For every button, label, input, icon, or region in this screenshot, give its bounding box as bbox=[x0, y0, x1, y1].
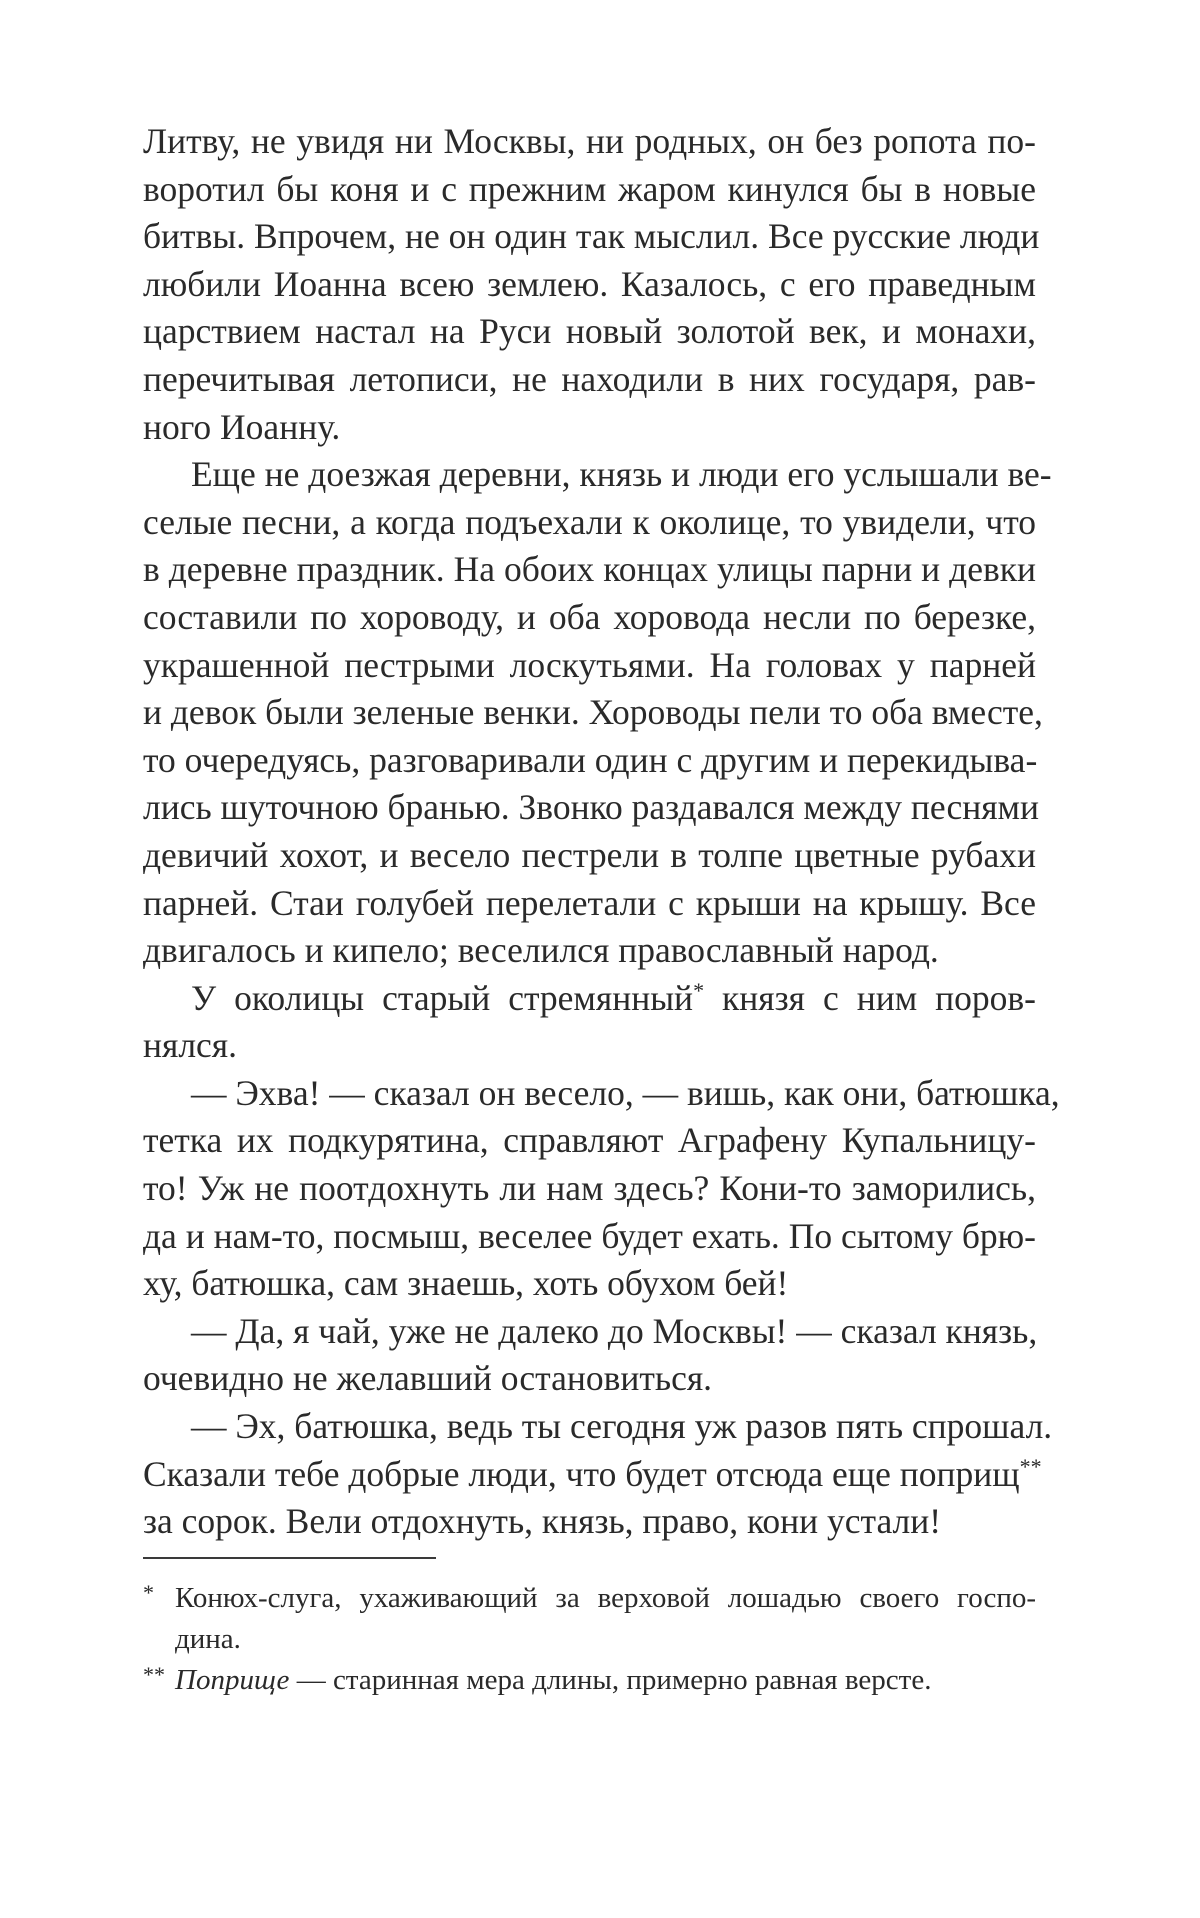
text-line: Еще не доезжая деревни, князь и люди его услышали ве- bbox=[191, 454, 1052, 495]
paragraph-3 bbox=[143, 975, 1036, 1070]
paragraph-5 bbox=[143, 1308, 1036, 1403]
page-body bbox=[143, 118, 1060, 1546]
text-line: двигалось и кипело; веселился православный народ. bbox=[143, 930, 939, 971]
text-line: — Да, я чай, уже не далеко до Москвы! — сказал князь, bbox=[191, 1310, 1038, 1351]
text-line: в деревне праздник. На обоих концах улицы парни и девки bbox=[143, 549, 1036, 590]
text-line: нялся. bbox=[143, 1025, 238, 1066]
paragraph-4 bbox=[143, 1070, 1060, 1308]
text-line: и девок были зеленые венки. Хороводы пели то оба вместе, bbox=[143, 692, 1043, 733]
text-line: лись шуточною бранью. Звонко раздавался между песнями bbox=[143, 787, 1040, 828]
paragraph-6 bbox=[143, 1403, 1053, 1546]
text-line: за сорок. Вели отдохнуть, князь, право, кони устали! bbox=[143, 1501, 942, 1542]
footnote-text: дина. bbox=[175, 1623, 241, 1655]
text-line: составили по хороводу, и оба хоровода несли по березке, bbox=[143, 596, 1036, 637]
text-line: воротил бы коня и с прежним жаром кинулся бы в новые bbox=[143, 168, 1036, 209]
text-line: парней. Стаи голубей перелетали с крыши на крышу. Все bbox=[143, 882, 1036, 923]
footnote-mark: * bbox=[143, 1580, 154, 1605]
text-line: царствием настал на Руси новый золотой век, и монахи, bbox=[143, 311, 1036, 352]
text-line: любили Иоанна всею землею. Казалось, с его праведным bbox=[143, 263, 1036, 304]
text-line: битвы. Впрочем, не он один так мыслил. Все русские люди bbox=[143, 216, 1040, 257]
footnote-term: Поприще bbox=[175, 1664, 290, 1696]
text-line: то! Уж не поотдохнуть ли нам здесь? Кони-то заморились, bbox=[143, 1168, 1036, 1209]
text-line: перечитывая летописи, не находили в них государя, рав- bbox=[143, 358, 1036, 399]
footnote-mark: ** bbox=[143, 1662, 165, 1687]
footnote-divider bbox=[143, 1557, 436, 1559]
text-line: ного Иоанну. bbox=[143, 406, 341, 447]
footnote-ref-mark: ** bbox=[1019, 1453, 1042, 1479]
text-line: да и нам-то, посмыш, веселее будет ехать. По сытому брю- bbox=[143, 1215, 1036, 1256]
text-line: тетка их подкурятина, справляют Аграфену Купальницу- bbox=[143, 1120, 1036, 1161]
text-line: — Эх, батюшка, ведь ты сегодня уж разов пять спрошал. bbox=[191, 1406, 1053, 1447]
text-line: очевидно не желавший остановиться. bbox=[143, 1358, 713, 1399]
text-line: Литву, не увидя ни Москвы, ни родных, он без ропота по- bbox=[143, 121, 1036, 161]
footnote-text: — старинная мера длины, примерно равная версте. bbox=[289, 1664, 932, 1696]
text-line: селые песни, а когда подъехали к околице, то увидели, что bbox=[143, 501, 1036, 542]
text-line: украшенной пестрыми лоскутьями. На головах у парней bbox=[143, 644, 1036, 685]
footnote-1 bbox=[143, 1578, 1036, 1660]
footnotes bbox=[143, 1578, 1036, 1701]
text-line: девичий хохот, и весело пестрели в толпе цветные рубахи bbox=[143, 834, 1036, 875]
text-line: Сказали тебе добрые люди, что будет отсюда еще поприщ** bbox=[143, 1453, 1042, 1494]
text-line: то очередуясь, разговаривали один с другим и перекидыва- bbox=[143, 739, 1038, 780]
footnote-text: Конюх-слуга, ухаживающий за верховой лошадью своего госпо- bbox=[175, 1582, 1036, 1614]
paragraph-2 bbox=[143, 451, 1052, 975]
paragraph-1 bbox=[143, 118, 1040, 451]
footnote-2 bbox=[143, 1660, 1036, 1701]
text-line: У околицы старый стремянный* князя с ним поров- bbox=[191, 977, 1036, 1018]
footnote-ref-mark: * bbox=[693, 977, 705, 1003]
text-line: ху, батюшка, сам знаешь, хоть обухом бей! bbox=[143, 1263, 789, 1304]
text-line: — Эхва! — сказал он весело, — вишь, как они, батюшка, bbox=[191, 1072, 1060, 1113]
